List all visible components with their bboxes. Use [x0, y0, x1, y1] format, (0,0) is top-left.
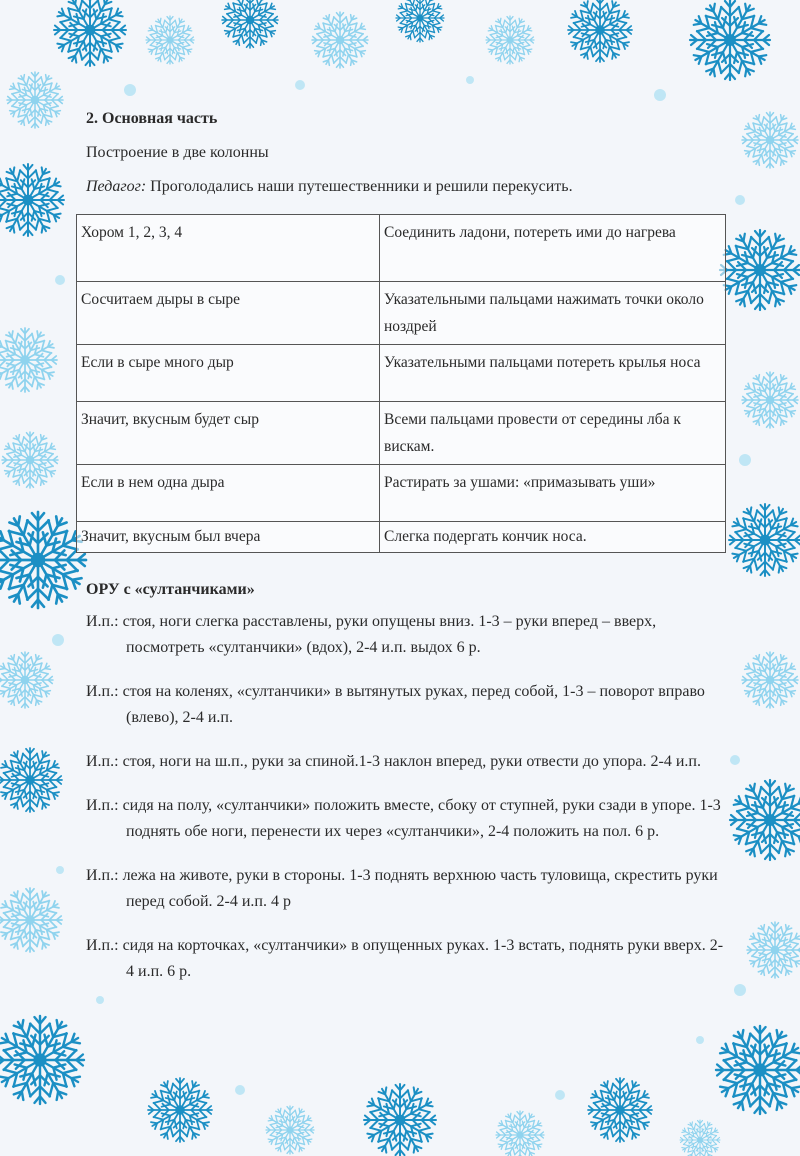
table-cell-right: Указательными пальцами нажимать точки около ноздрей	[380, 282, 726, 345]
table-cell-right: Всеми пальцами провести от середины лба к вискам.	[380, 402, 726, 465]
table-row	[77, 215, 726, 282]
list-item: И.п.: стоя, ноги на ш.п., руки за спиной.1-3 наклон вперед, руки отвести до упора. 2-4 и.п.	[86, 753, 701, 770]
speech-text: Проголодались наши путешественники и решили перекусить.	[146, 178, 573, 195]
snowflake-icon	[730, 780, 800, 860]
table-cell-right: Указательными пальцами потереть крылья носа	[380, 345, 726, 402]
snowflake-icon	[680, 1120, 720, 1156]
snowflake-icon	[146, 16, 194, 64]
table-cell-right: Слегка подергать кончик носа.	[380, 522, 726, 553]
snowflake-icon	[266, 1106, 314, 1154]
snowflake-icon	[742, 112, 798, 168]
table-row	[77, 402, 726, 465]
speaker-label: Педагог:	[86, 178, 147, 195]
table-cell-left: Значит, вкусным был вчера	[77, 522, 380, 553]
snowflake-icon	[0, 748, 62, 812]
formation-text: Построение в две колонны	[86, 144, 269, 161]
table-row	[77, 282, 726, 345]
table-cell-right: Соединить ладони, потереть ими до нагрева	[380, 215, 726, 282]
snowflake-icon	[690, 0, 770, 80]
snowflake-icon	[222, 0, 278, 48]
snowflake-icon	[716, 1026, 800, 1114]
table-row	[77, 522, 726, 553]
list-item: И.п.: лежа на животе, руки в стороны. 1-3 поднять верхнюю часть туловища, скрестить руки перед собой. 2-4 и.п. 4 р	[86, 867, 718, 910]
snowflake-icon	[2, 432, 58, 488]
snowflake-icon	[312, 12, 368, 68]
snowflake-icon	[588, 1078, 652, 1142]
table-row	[77, 465, 726, 522]
snowflake-icon	[0, 888, 62, 952]
snowflake-icon	[486, 16, 534, 64]
oru-title: ОРУ с «султанчиками»	[86, 581, 255, 598]
list-item: И.п.: сидя на корточках, «султанчики» в опущенных руках. 1-3 встать, поднять руки вверх. 2- 4 и.п. 6 р.	[86, 937, 724, 980]
table-cell-left: Если в сыре много дыр	[77, 345, 380, 402]
snowflake-icon	[742, 652, 798, 708]
exercise-list	[72, 609, 732, 985]
snowflake-icon	[7, 72, 63, 128]
snowflake-icon	[568, 0, 632, 62]
snowflake-icon	[742, 372, 798, 428]
snowflake-icon	[148, 1078, 212, 1142]
snowflake-icon	[396, 0, 444, 42]
snowflake-icon	[0, 652, 53, 708]
list-item: И.п.: стоя на коленях, «султанчики» в вытянутых руках, перед собой, 1-3 – поворот вправо (влево), 2-4 и.п.	[86, 683, 705, 726]
table-row	[77, 345, 726, 402]
speech-paragraph	[86, 178, 732, 196]
section-heading: 2. Основная часть	[86, 110, 218, 127]
table-cell-left: Если в нем одна дыра	[77, 465, 380, 522]
snowflake-icon	[364, 1084, 436, 1156]
snowflake-icon	[729, 504, 800, 576]
snowflake-icon	[0, 1016, 84, 1104]
snowflake-icon	[747, 922, 800, 978]
snowflake-icon	[54, 0, 126, 66]
snowflake-icon	[0, 164, 64, 236]
table-cell-left: Хором 1, 2, 3, 4	[77, 215, 380, 282]
list-item: И.п.: сидя на полу, «султанчики» положить вместе, сбоку от ступней, руки сзади в упоре. 1-3 поднять обе ноги, перенести их через «султанчики», 2-4 положить на пол. 6 р.	[86, 797, 721, 840]
table-cell-left: Сосчитаем дыры в сыре	[77, 282, 380, 345]
document-content	[72, 96, 732, 985]
snowflake-icon	[720, 230, 800, 310]
snowflake-icon	[0, 328, 57, 392]
table-cell-left: Значит, вкусным будет сыр	[77, 402, 380, 465]
table-cell-right: Растирать за ушами: «примазывать уши»	[380, 465, 726, 522]
list-item: И.п.: стоя, ноги слегка расставлены, руки опущены вниз. 1-3 – руки вперед – вверх, посмотреть «султанчики» (вдох), 2-4 и.п. выдох 6 р.	[86, 613, 657, 656]
exercise-table	[76, 214, 726, 553]
snowflake-icon	[496, 1111, 544, 1156]
